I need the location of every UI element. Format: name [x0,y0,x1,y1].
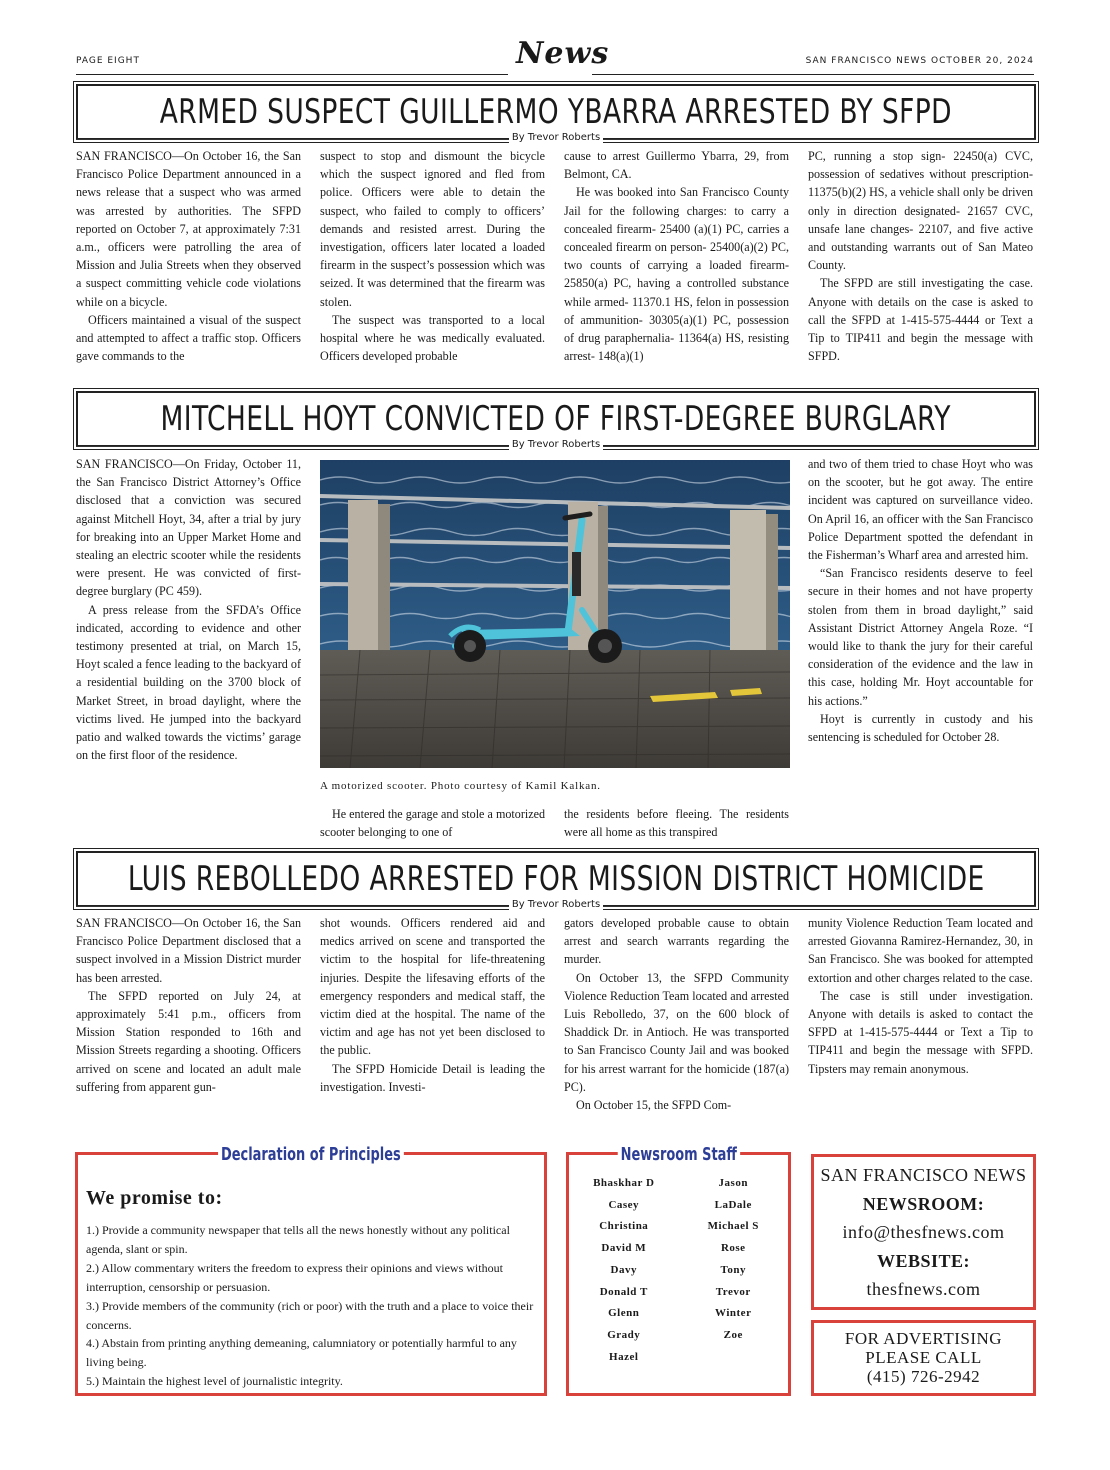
principle-item: 1.) Provide a community newspaper that tells all the news honestly without any political agenda, slant or spin. [86,1223,510,1256]
staff-member: Rose [720,1242,746,1255]
photo-caption: A motorized scooter. Photo courtesy of Kamil Kalkan. [320,780,601,792]
paragraph: Hoyt is currently in custody and his sentencing is scheduled for October 28. [808,711,1033,745]
paragraph: On October 13, the SFPD Community Violence Reduction Team located and arrested Luis Rebolledo, 37, on the 600 block of Shaddick Dr. in Antioch. He was transported to San Francisco County Jail and was booked for his arrest warrant for the homicide (187(a) PC). [564,970,789,1094]
advertising-phone: (415) 726-2942 [866,1367,981,1386]
principle-item: 3.) Provide members of the community (rich or poor) with the truth and a place to voice their concerns. [86,1298,534,1332]
paragraph: SAN FRANCISCO—On October 16, the San Francisco Police Department announced in a news release that a suspect who was armed was arrested by authorities. The SFPD reported on October 7, at approximately 7:31 a.m., officers were patrolling the area of Mission and Julia Streets when they observed a suspect committing vehicle code violations while on a bicycle. [76,149,301,309]
principle-item: 4.) Abstain from printing anything demeaning, calumniatory or potentially harmful to any living being. [86,1336,517,1370]
paragraph: SAN FRANCISCO—On October 16, the San Francisco Police Department disclosed that a suspect involved in a Mission District murder has been arrested. [76,916,301,985]
newsroom-label: NEWSROOM: [862,1193,985,1214]
article-2-column-3 [564,805,789,841]
article-3-column-1 [76,914,301,1096]
paragraph: He entered the garage and stole a motorized scooter belonging to one of [320,807,545,840]
principles-title [78,1144,544,1164]
staff-member: Davy [610,1263,637,1276]
staff-member: David M [601,1242,647,1255]
paragraph: The SFPD are still investigating the case. Anyone with details on the case is asked to call the SFPD at 1-415-575-4444 or Text a Tip to TIP411 and begin the message with SFPD. [808,276,1033,364]
paragraph: SAN FRANCISCO—On Friday, October 11, the San Francisco District Attorney’s Office disclosed that a conviction was secured against Mitchell Hoyt, 34, after a trial by jury for breaking into an Upper Market Home and stealing an electric scooter while the residents were present. He was convicted of first-degree burglary (PC 459). [76,457,301,599]
staff-member: Zoe [723,1328,743,1341]
article-2-column-2 [320,805,545,841]
article-1-column-3 [564,147,789,365]
staff-member: Jason [718,1177,748,1189]
staff-member: Hazel [609,1350,639,1363]
paragraph: and two of them tried to chase Hoyt who was on the scooter, but he got away. The entire incident was captured on surveillance video. On April 16, an officer with the San Francisco Police Department spotted the defendant in the Fisherman’s Wharf area and arrested him. [808,457,1033,563]
byline-text: By Trevor Roberts [509,439,603,450]
promise-heading: We promise to: [86,1187,223,1209]
staff-column-left [569,1173,679,1368]
article-1-column-4 [808,147,1033,365]
principles-box [75,1144,547,1396]
staff-member: Tony [720,1263,746,1276]
paragraph: On October 15, the SFPD Com- [576,1098,732,1113]
byline-text: By Trevor Roberts [509,132,603,143]
article-3-column-3 [564,914,789,1114]
paragraph: cause to arrest Guillermo Ybarra, 29, from Belmont, CA. [564,149,789,182]
news-logo: News [516,36,610,71]
article-3-byline [76,899,1036,913]
staff-member: LaDale [714,1198,752,1211]
advertising-box [811,1320,1036,1396]
staff-member: Casey [608,1198,640,1211]
article-3-headline: LUIS REBOLLEDO ARRESTED FOR MISSION DISTRICT HOMICIDE [127,859,985,899]
advertising-info [814,1323,1033,1386]
paragraph: The case is still under investigation. Anyone with details is asked to contact the SFPD at 1-415-575-4444 or Text a Tip to TIP411 and begin the message with SFPD. Tipsters may remain anonymous. [808,988,1033,1076]
masthead-rule-right [592,74,1034,75]
staff-list [569,1173,788,1368]
website-url: thesfnews.com [866,1279,981,1299]
paragraph: “San Francisco residents deserve to feel secure in their homes and not have property stolen from them in broad daylight,” said Assistant District Attorney Angela Roze. “I would like to thank the jury for their careful consideration of the evidence and the law in this case, holding Mr. Hoyt accountable for his actions.” [808,566,1033,708]
article-2-headline: MITCHELL HOYT CONVICTED OF FIRST-DEGREE BURGLARY [160,399,952,439]
scooter-photo [320,460,790,768]
staff-member: Winter [715,1307,752,1320]
principle-item: 5.) Maintain the highest level of journalistic integrity. [86,1374,343,1389]
paragraph: PC, running a stop sign- 22450(a) CVC, possession of sedatives without prescription- 11375(b)(2) HS, a vehicle shall only be driven only in direction designated- 21657 CVC, unsafe lane changes- 22107, and five active and outstanding warrants out of San Mateo County. [808,149,1033,273]
staff-member: Grady [607,1328,641,1341]
byline-text: By Trevor Roberts [509,899,603,910]
paragraph: the residents before fleeing. The residents were all home as this transpired [564,807,789,840]
principle-item: 2.) Allow commentary writers the freedom to express their opinions and views without interruption, censorship or persuasion. [86,1260,503,1294]
staff-box [566,1144,791,1396]
article-1-headline: ARMED SUSPECT GUILLERMO YBARRA ARRESTED BY SFPD [159,92,953,132]
masthead [76,36,1034,80]
paragraph: The SFPD Homicide Detail is leading the investigation. Investi- [320,1061,545,1094]
paper-date: SAN FRANCISCO NEWS OCTOBER 20, 2024 [805,56,1034,66]
staff-title [569,1144,788,1164]
article-1-byline [76,132,1036,146]
article-2-column-1 [76,455,301,764]
paragraph: Officers maintained a visual of the suspect and attempted to affect a traffic stop. Officers gave commands to the [76,312,301,364]
staff-member: Michael S [707,1220,759,1233]
principles-list [86,1221,538,1391]
article-2-column-4 [808,455,1033,746]
staff-member: Donald T [599,1285,648,1298]
website-label: WEBSITE: [876,1250,971,1271]
advertising-line: FOR ADVERTISING [844,1329,1003,1348]
page-number: PAGE EIGHT [76,56,140,66]
staff-title-text: Newsroom Staff [617,1144,739,1165]
article-3-column-2 [320,914,545,1096]
paragraph: shot wounds. Officers rendered aid and medics arrived on scene and transported the victim to the hospital for life-threatening injuries. Despite the lifesaving efforts of the emergency responders and medical staff, the victim died at the hospital. The name of the victim and age has not yet been disclosed to the public. [320,916,545,1058]
masthead-rule-left [76,74,508,75]
staff-member: Bhaskhar D [593,1177,655,1189]
paper-name: SAN FRANCISCO NEWS [820,1165,1027,1185]
paragraph: The SFPD reported on July 24, at approximately 5:41 p.m., officers from Mission Station responded to 16th and Mission Streets regarding a shooting. Officers arrived on scene and located an adult male suffering from apparent gun- [76,988,301,1094]
contact-box [811,1154,1036,1310]
staff-member: Glenn [608,1307,640,1320]
article-1-column-2 [320,147,545,365]
scooter-photo-illustration [320,460,790,768]
article-1-column-1 [76,147,301,365]
paragraph: A press release from the SFDA’s Office indicated, according to evidence and other testimony presented at trial, on March 15, Hoyt scaled a fence leading to the backyard of a residential building on the 3700 block of Market Street, in broad daylight, where the victims lived. He jumped into the backyard patio and walked towards the victims’ garage on the first floor of the residence. [76,602,301,763]
newsroom-email: info@thesfnews.com [842,1222,1005,1242]
paragraph: He was booked into San Francisco County Jail for the following charges: to carry a concealed firearm- 25400 (a)(1) PC, carries a concealed firearm on person- 25400(a)(2) PC, two counts of carrying a loaded firearm- 25850(a) PC, having a controlled substance while armed- 11370.1 HS, felon in possession of ammunition- 30305(a)(1) PC, possession of drug paraphernalia- 11364(a) HS, resisting arrest- 148(a)(1) [564,185,789,364]
article-3-column-4 [808,914,1033,1078]
article-2-byline [76,439,1036,453]
principles-title-text: Declaration of Principles [218,1144,404,1165]
paragraph: The suspect was transported to a local hospital where he was medically evaluated. Officers developed probable [320,312,545,364]
staff-member: Trevor [715,1285,751,1298]
advertising-line: PLEASE CALL [865,1348,982,1367]
staff-column-right [679,1173,789,1368]
paragraph: munity Violence Reduction Team located and arrested Giovanna Ramirez-Hernandez, 30, in San Francisco. She was booked for attempted extortion and other charges related to the case. [808,916,1033,985]
paragraph: gators developed probable cause to obtain arrest and search warrants regarding the murder. [564,916,789,967]
paragraph: suspect to stop and dismount the bicycle which the suspect ignored and fled from police. Officers were able to detain the suspect, who failed to comply to officers’ demands and resisted arrest. During the investigation, officers later located a loaded firearm in the suspect’s possession which was seized. It was determined that the firearm was stolen. [320,149,545,309]
staff-member: Christina [599,1220,649,1233]
contact-info [814,1157,1033,1304]
